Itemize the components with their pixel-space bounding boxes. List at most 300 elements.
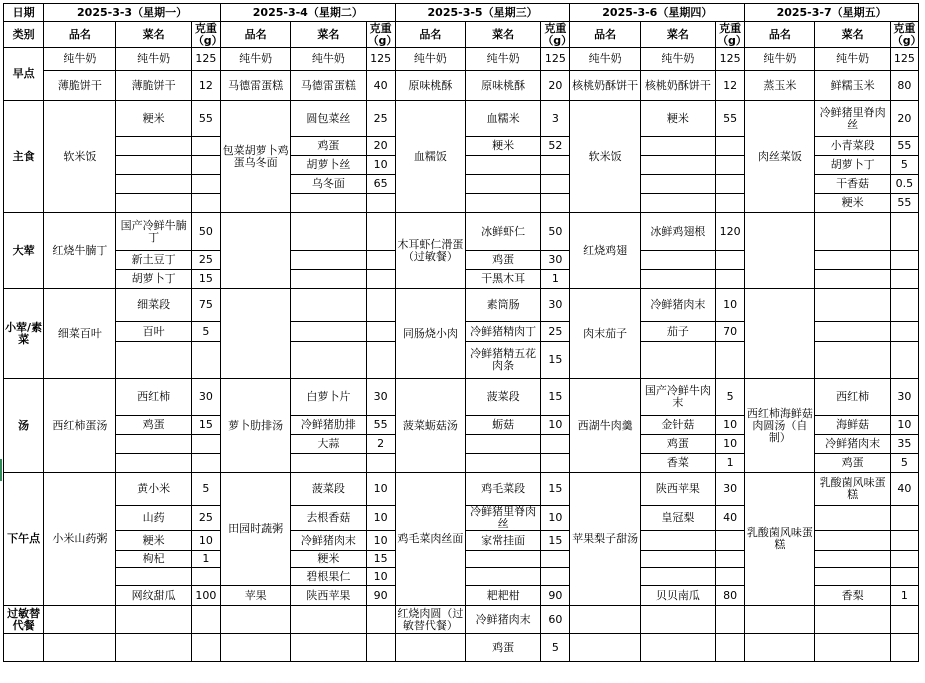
weight-cell: 3 — [541, 101, 570, 137]
weight-cell: 25 — [191, 251, 220, 270]
ingredient-cell — [815, 551, 890, 568]
date-header-row — [4, 4, 919, 22]
ingredient-cell — [640, 342, 715, 379]
weight-cell: 2 — [366, 435, 395, 454]
dish-cell: 血糯饭 — [395, 101, 465, 213]
weight-cell: 10 — [890, 416, 918, 435]
menu-row — [4, 101, 919, 137]
ingredient-cell: 白萝卜片 — [291, 379, 366, 416]
ingredient-cell — [640, 270, 715, 289]
ingredient-cell: 冷鲜猪肉末 — [815, 435, 890, 454]
dish-cell: 同肠烧小肉 — [395, 289, 465, 379]
category-cell: 过敏替代餐 — [4, 606, 44, 634]
weight-cell: 35 — [890, 435, 918, 454]
dish-cell — [745, 634, 815, 662]
ingredient-cell: 薄脆饼干 — [116, 71, 191, 101]
weight-cell: 30 — [541, 289, 570, 322]
ingredient-cell — [815, 213, 890, 251]
weight-cell — [716, 531, 745, 551]
weight-cell — [890, 634, 918, 662]
ingredient-cell — [291, 251, 366, 270]
ingredient-cell: 冷鲜猪里脊肉丝 — [465, 506, 540, 531]
ingredient-cell — [291, 289, 366, 322]
dish-cell: 纯牛奶 — [745, 48, 815, 71]
weight-cell: 1 — [890, 586, 918, 606]
weight-cell: 52 — [541, 137, 570, 156]
ingredient-cell: 贝贝南瓜 — [640, 586, 715, 606]
weight-cell: 100 — [191, 586, 220, 606]
dish-cell: 马德雷蛋糕 — [220, 71, 290, 101]
dish-cell: 木耳虾仁滑蛋（过敏餐） — [395, 213, 465, 289]
weight-column-header: 克重（g） — [367, 21, 398, 47]
weight-cell — [716, 270, 745, 289]
ingredient-cell: 胡萝卜丝 — [291, 156, 366, 175]
ingredient-cell: 山药 — [116, 506, 191, 531]
weight-cell: 90 — [366, 586, 395, 606]
weight-cell: 55 — [890, 137, 918, 156]
dish-cell: 乳酸菌风味蛋糕 — [745, 473, 815, 606]
weight-cell: 30 — [890, 379, 918, 416]
ingredient-cell — [815, 270, 890, 289]
weight-cell: 90 — [541, 586, 570, 606]
weight-cell — [541, 454, 570, 473]
weight-cell — [890, 322, 918, 342]
category-cell: 主食 — [4, 101, 44, 213]
ingredient-cell: 鲜糯玉米 — [815, 71, 890, 101]
category-cell: 早点 — [4, 48, 44, 101]
ingredient-cell: 冷鲜猪肉末 — [465, 606, 540, 634]
weight-column-header: 克重（g） — [192, 21, 223, 47]
ingredient-cell: 冷鲜猪里脊肉丝 — [815, 101, 890, 137]
ingredient-cell — [291, 270, 366, 289]
weight-cell — [890, 568, 918, 586]
weight-cell — [890, 270, 918, 289]
menu-row — [4, 606, 919, 634]
dish-cell: 西红柿蛋汤 — [44, 379, 116, 473]
ingredient-cell — [640, 156, 715, 175]
weight-cell: 60 — [541, 606, 570, 634]
weight-cell: 125 — [716, 48, 745, 71]
ingredient-cell: 乌冬面 — [291, 175, 366, 194]
day-header: 2025-3-5（星期三） — [395, 4, 570, 22]
ingredient-cell: 香菜 — [640, 454, 715, 473]
weight-cell: 5 — [890, 454, 918, 473]
ingredient-cell: 国产冷鲜牛肉末 — [640, 379, 715, 416]
menu-row — [4, 71, 919, 101]
ingredient-cell: 干黑木耳 — [465, 270, 540, 289]
dish-cell: 鸡毛菜肉丝面 — [395, 473, 465, 606]
weight-cell: 30 — [541, 251, 570, 270]
ingredient-cell: 菠菜段 — [465, 379, 540, 416]
ingredient-column-header: 菜名 — [116, 22, 191, 48]
ingredient-cell: 新土豆丁 — [116, 251, 191, 270]
weight-cell: 15 — [541, 342, 570, 379]
weight-cell — [541, 435, 570, 454]
category-cell: 大荤 — [4, 213, 44, 289]
dish-cell — [395, 634, 465, 662]
dish-cell — [44, 606, 116, 634]
ingredient-cell: 小青菜段 — [815, 137, 890, 156]
weight-cell: 15 — [541, 473, 570, 506]
weight-cell: 80 — [716, 586, 745, 606]
weight-cell: 30 — [366, 379, 395, 416]
ingredient-cell: 枸杞 — [116, 551, 191, 568]
ingredient-cell: 冷鲜猪肉末 — [640, 289, 715, 322]
ingredient-cell — [291, 634, 366, 662]
weight-cell — [366, 606, 395, 634]
ingredient-cell — [465, 175, 540, 194]
ingredient-cell: 鸡蛋 — [291, 137, 366, 156]
weight-cell — [366, 634, 395, 662]
weight-cell: 15 — [541, 531, 570, 551]
dish-cell — [220, 634, 290, 662]
ingredient-cell: 冷鲜猪精五花肉条 — [465, 342, 540, 379]
weight-cell: 20 — [890, 101, 918, 137]
dish-cell — [220, 606, 290, 634]
ingredient-cell: 胡萝卜丁 — [815, 156, 890, 175]
ingredient-cell — [291, 194, 366, 213]
dish-cell: 蒸玉米 — [745, 71, 815, 101]
ingredient-cell — [116, 156, 191, 175]
weight-cell: 25 — [191, 506, 220, 531]
ingredient-cell — [815, 506, 890, 531]
weight-cell: 5 — [191, 473, 220, 506]
ingredient-cell — [815, 606, 890, 634]
ingredient-cell — [116, 435, 191, 454]
ingredient-column-header: 菜名 — [640, 22, 715, 48]
weight-cell: 55 — [716, 101, 745, 137]
weight-cell — [191, 137, 220, 156]
ingredient-cell: 百叶 — [116, 322, 191, 342]
dish-cell: 红烧牛腩丁 — [44, 213, 116, 289]
date-label: 日期 — [4, 4, 44, 22]
ingredient-cell — [815, 568, 890, 586]
ingredient-cell — [640, 551, 715, 568]
weight-cell: 1 — [191, 551, 220, 568]
ingredient-cell — [116, 568, 191, 586]
ingredient-cell — [291, 454, 366, 473]
ingredient-cell: 粳米 — [116, 531, 191, 551]
dish-cell: 红烧肉圆（过敏替代餐） — [395, 606, 465, 634]
weight-cell — [890, 606, 918, 634]
weight-cell: 25 — [366, 101, 395, 137]
weight-cell — [191, 454, 220, 473]
ingredient-cell: 国产冷鲜牛腩丁 — [116, 213, 191, 251]
weight-cell — [191, 634, 220, 662]
ingredient-cell — [815, 289, 890, 322]
ingredient-cell: 干香菇 — [815, 175, 890, 194]
weight-cell — [890, 531, 918, 551]
weight-cell — [716, 137, 745, 156]
dish-cell: 西红柿海鲜菇肉圆汤（自制） — [745, 379, 815, 473]
ingredient-cell: 圆包菜丝 — [291, 101, 366, 137]
weight-cell — [541, 194, 570, 213]
category-cell: 汤 — [4, 379, 44, 473]
ingredient-column-header: 菜名 — [815, 22, 890, 48]
weight-cell — [541, 568, 570, 586]
weight-cell — [541, 156, 570, 175]
weight-cell — [191, 606, 220, 634]
ingredient-cell: 马德雷蛋糕 — [291, 71, 366, 101]
weight-cell: 10 — [541, 416, 570, 435]
dish-cell: 核桃奶酥饼干 — [570, 71, 640, 101]
weight-cell — [366, 251, 395, 270]
weight-cell: 120 — [716, 213, 745, 251]
ingredient-cell: 网纹甜瓜 — [116, 586, 191, 606]
dish-column-header: 品名 — [570, 22, 640, 48]
weight-cell: 125 — [191, 48, 220, 71]
weight-cell: 65 — [366, 175, 395, 194]
ingredient-cell: 纯牛奶 — [291, 48, 366, 71]
ingredient-cell — [291, 606, 366, 634]
category-cell: 下午点 — [4, 473, 44, 606]
weight-cell: 5 — [890, 156, 918, 175]
ingredient-cell: 茄子 — [640, 322, 715, 342]
ingredient-cell — [116, 606, 191, 634]
ingredient-cell — [640, 251, 715, 270]
column-header-row — [4, 22, 919, 48]
dish-cell: 包菜胡萝卜鸡蛋乌冬面 — [220, 101, 290, 213]
ingredient-cell: 冷鲜猪肋排 — [291, 416, 366, 435]
dish-cell: 田园时蔬粥 — [220, 473, 290, 586]
weight-cell — [191, 568, 220, 586]
ingredient-column-header: 菜名 — [465, 22, 540, 48]
dish-cell — [570, 634, 640, 662]
weight-cell — [366, 289, 395, 322]
dish-cell: 西湖牛肉羹 — [570, 379, 640, 473]
weight-cell — [716, 634, 745, 662]
weight-cell: 5 — [541, 634, 570, 662]
ingredient-cell: 纯牛奶 — [116, 48, 191, 71]
ingredient-cell: 家常挂面 — [465, 531, 540, 551]
dish-cell: 菠菜蛎菇汤 — [395, 379, 465, 473]
weight-cell: 10 — [366, 506, 395, 531]
menu-row — [4, 473, 919, 506]
menu-row — [4, 289, 919, 322]
dish-column-header: 品名 — [44, 22, 116, 48]
ingredient-cell — [291, 213, 366, 251]
ingredient-cell — [116, 342, 191, 379]
weight-column-header: 克重（g） — [891, 21, 922, 47]
weight-cell: 125 — [890, 48, 918, 71]
dish-cell — [570, 606, 640, 634]
weight-cell — [890, 289, 918, 322]
weight-cell: 30 — [716, 473, 745, 506]
dish-cell: 纯牛奶 — [570, 48, 640, 71]
dish-cell: 纯牛奶 — [395, 48, 465, 71]
dish-column-header: 品名 — [745, 22, 815, 48]
weight-cell: 10 — [366, 473, 395, 506]
dish-cell: 纯牛奶 — [220, 48, 290, 71]
ingredient-cell: 碧根果仁 — [291, 568, 366, 586]
weight-cell: 125 — [366, 48, 395, 71]
weight-cell: 10 — [716, 289, 745, 322]
ingredient-cell: 黄小米 — [116, 473, 191, 506]
ingredient-cell — [815, 322, 890, 342]
ingredient-cell — [116, 634, 191, 662]
dish-cell: 肉丝菜饭 — [745, 101, 815, 213]
ingredient-cell: 陕西苹果 — [640, 473, 715, 506]
dish-cell: 肉末茄子 — [570, 289, 640, 379]
ingredient-cell — [116, 454, 191, 473]
weight-cell: 10 — [366, 568, 395, 586]
ingredient-cell — [291, 322, 366, 342]
ingredient-cell: 素筒肠 — [465, 289, 540, 322]
ingredient-cell — [815, 342, 890, 379]
weight-cell — [366, 342, 395, 379]
weight-cell — [191, 194, 220, 213]
menu-row — [4, 48, 919, 71]
dish-cell: 苹果梨子甜汤 — [570, 473, 640, 606]
ingredient-cell: 鸡蛋 — [465, 251, 540, 270]
weight-cell: 25 — [541, 322, 570, 342]
weight-cell — [191, 156, 220, 175]
ingredient-cell — [465, 551, 540, 568]
ingredient-cell: 去根香菇 — [291, 506, 366, 531]
weekly-menu-table — [3, 3, 922, 662]
ingredient-cell: 核桃奶酥饼干 — [640, 71, 715, 101]
menu-row — [4, 379, 919, 416]
ingredient-cell — [815, 531, 890, 551]
category-label: 类别 — [4, 22, 44, 48]
weight-cell: 50 — [191, 213, 220, 251]
ingredient-column-header: 菜名 — [291, 22, 366, 48]
weight-cell: 10 — [366, 531, 395, 551]
ingredient-cell: 金针菇 — [640, 416, 715, 435]
ingredient-cell: 鸡蛋 — [465, 634, 540, 662]
dish-cell: 原味桃酥 — [395, 71, 465, 101]
ingredient-cell: 血糯米 — [465, 101, 540, 137]
ingredient-cell: 冰鲜虾仁 — [465, 213, 540, 251]
ingredient-cell: 粳米 — [640, 101, 715, 137]
ingredient-cell: 原味桃酥 — [465, 71, 540, 101]
ingredient-cell — [465, 156, 540, 175]
weight-cell: 40 — [366, 71, 395, 101]
day-header: 2025-3-3（星期一） — [44, 4, 221, 22]
dish-cell — [745, 606, 815, 634]
weight-cell: 10 — [191, 531, 220, 551]
weight-cell — [716, 251, 745, 270]
ingredient-cell: 冷鲜猪精肉丁 — [465, 322, 540, 342]
weight-cell: 0.5 — [890, 175, 918, 194]
weight-cell — [366, 270, 395, 289]
ingredient-cell — [465, 568, 540, 586]
row-edge-marker — [0, 459, 2, 481]
ingredient-cell: 纯牛奶 — [640, 48, 715, 71]
ingredient-cell — [116, 175, 191, 194]
weight-cell: 55 — [366, 416, 395, 435]
ingredient-cell: 菠菜段 — [291, 473, 366, 506]
weight-cell — [716, 156, 745, 175]
ingredient-cell: 鸡蛋 — [640, 435, 715, 454]
weight-cell: 12 — [716, 71, 745, 101]
weight-cell: 20 — [541, 71, 570, 101]
weight-cell: 10 — [716, 435, 745, 454]
weight-cell — [366, 322, 395, 342]
ingredient-cell — [465, 435, 540, 454]
weight-cell: 20 — [366, 137, 395, 156]
dish-cell: 薄脆饼干 — [44, 71, 116, 101]
ingredient-cell: 鸡毛菜段 — [465, 473, 540, 506]
ingredient-cell — [640, 531, 715, 551]
ingredient-cell: 粳米 — [291, 551, 366, 568]
weight-cell — [716, 568, 745, 586]
ingredient-cell: 粳米 — [815, 194, 890, 213]
weight-cell — [541, 551, 570, 568]
dish-cell — [745, 213, 815, 289]
dish-cell: 苹果 — [220, 586, 290, 606]
weight-column-header: 克重（g） — [717, 21, 747, 47]
weight-cell — [366, 454, 395, 473]
weight-cell: 10 — [366, 156, 395, 175]
weight-cell — [890, 506, 918, 531]
weight-cell: 40 — [716, 506, 745, 531]
weight-cell: 30 — [191, 379, 220, 416]
ingredient-cell: 海鲜菇 — [815, 416, 890, 435]
weight-cell: 15 — [366, 551, 395, 568]
weight-cell: 40 — [890, 473, 918, 506]
ingredient-cell — [815, 251, 890, 270]
day-header: 2025-3-4（星期二） — [220, 4, 395, 22]
weight-column-header: 克重（g） — [542, 21, 573, 47]
dish-cell: 软米饭 — [44, 101, 116, 213]
dish-cell — [745, 289, 815, 379]
weight-cell: 1 — [716, 454, 745, 473]
ingredient-cell: 鸡蛋 — [815, 454, 890, 473]
weight-cell — [191, 342, 220, 379]
weight-cell — [366, 213, 395, 251]
dish-column-header: 品名 — [220, 22, 290, 48]
weight-cell — [716, 606, 745, 634]
weight-cell: 125 — [541, 48, 570, 71]
menu-row — [4, 634, 919, 662]
ingredient-cell: 皇冠梨 — [640, 506, 715, 531]
ingredient-cell: 大蒜 — [291, 435, 366, 454]
ingredient-cell: 细菜段 — [116, 289, 191, 322]
weight-cell: 15 — [191, 416, 220, 435]
dish-cell: 小米山药粥 — [44, 473, 116, 606]
weight-cell — [716, 194, 745, 213]
dish-cell — [44, 634, 116, 662]
ingredient-cell: 纯牛奶 — [815, 48, 890, 71]
weight-cell: 55 — [191, 101, 220, 137]
weight-cell: 80 — [890, 71, 918, 101]
weight-cell — [716, 175, 745, 194]
weight-cell — [890, 342, 918, 379]
ingredient-cell: 粳米 — [465, 137, 540, 156]
weight-cell — [541, 175, 570, 194]
ingredient-cell — [640, 634, 715, 662]
weight-cell: 10 — [716, 416, 745, 435]
weight-cell: 55 — [890, 194, 918, 213]
weight-cell — [890, 213, 918, 251]
ingredient-cell: 蛎菇 — [465, 416, 540, 435]
dish-cell: 细菜百叶 — [44, 289, 116, 379]
ingredient-cell — [640, 175, 715, 194]
dish-cell: 纯牛奶 — [44, 48, 116, 71]
weight-cell — [191, 435, 220, 454]
weight-cell — [191, 175, 220, 194]
ingredient-cell: 鸡蛋 — [116, 416, 191, 435]
menu-row — [4, 213, 919, 251]
weight-cell: 50 — [541, 213, 570, 251]
weight-cell — [890, 551, 918, 568]
dish-column-header: 品名 — [395, 22, 465, 48]
weight-cell: 5 — [191, 322, 220, 342]
ingredient-cell — [640, 194, 715, 213]
weight-cell — [890, 251, 918, 270]
weight-cell: 12 — [191, 71, 220, 101]
